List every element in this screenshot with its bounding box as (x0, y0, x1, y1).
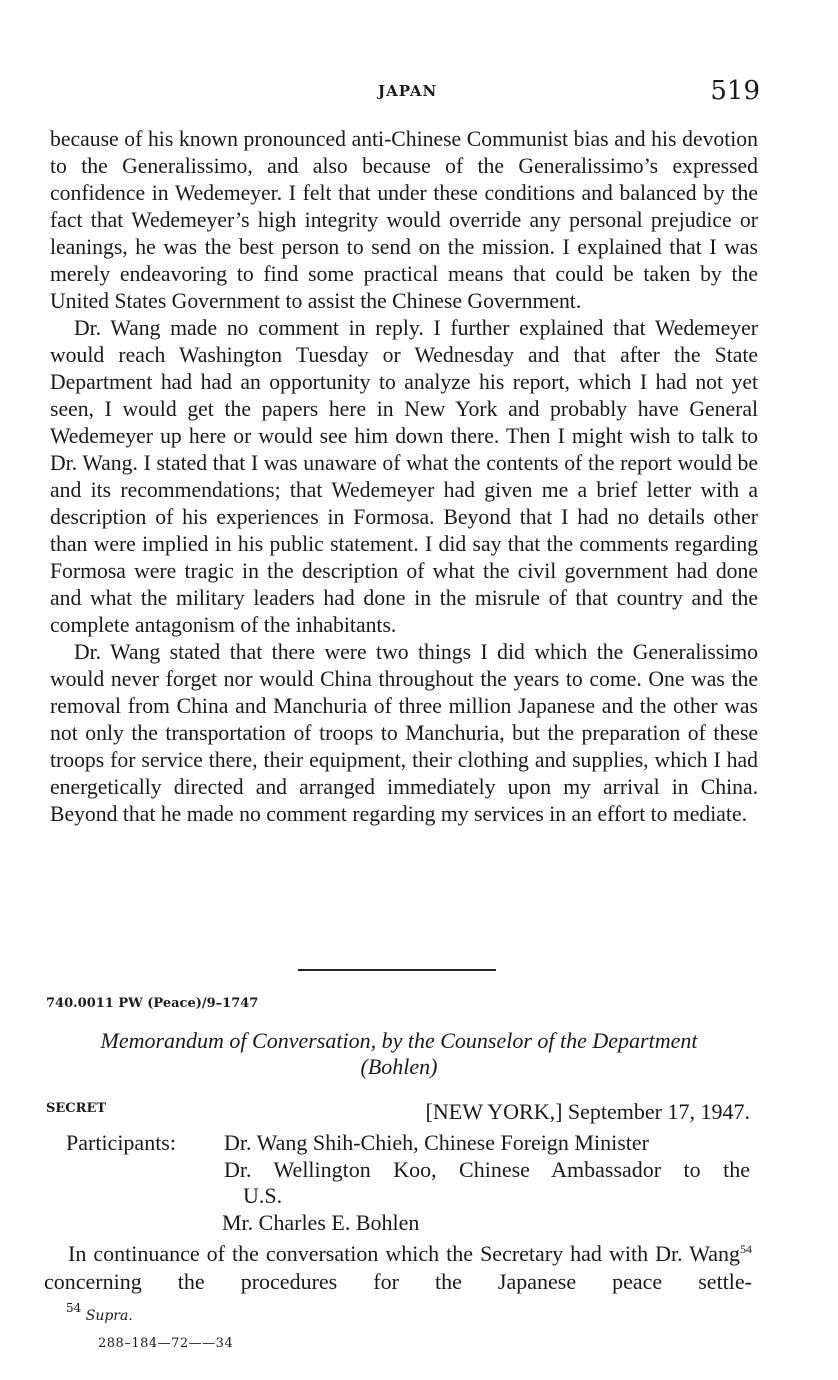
paragraph-wang-no-comment: Dr. Wang made no comment in reply. I further explained that Wedemeyer would reach Washington Tuesday or Wednesday and that after the State Department had had an opportunity to analyze his report, which I had not yet seen, I would get the papers here in New York and probably have General Wedemeyer up here or would see him down there. Then I might wish to talk to Dr. Wang. I stated that I was unaware of what the contents of the report would be and its recommendations; that Wedemeyer had given me a brief letter with a description of his experiences in Formosa. Beyond that I had no details other than were implied in his public statement. I did say that the comments regarding Formosa were tragic in the description of what the civil government had done and what the military leaders had done in the misrule of that country and the complete antagonism of the inhabitants. (50, 316, 758, 637)
body-text (50, 126, 758, 828)
section-divider (298, 969, 496, 971)
memo-title-line-1: Memorandum of Conversation, by the Counselor of the Department (100, 1028, 698, 1053)
footnote-reference: 54 (740, 1242, 752, 1256)
participant-koo: Dr. Wellington Koo, Chinese Ambassador to the (224, 1157, 750, 1182)
participant-wang: Dr. Wang Shih-Chieh, Chinese Foreign Minister (224, 1130, 649, 1155)
participant-koo-continued: U.S. (243, 1183, 283, 1208)
paragraph-two-things: Dr. Wang stated that there were two things I did which the Generalissimo would never forget nor would China throughout the years to come. One was the removal from China and Manchuria of three million Japanese and the other was not only the transportation of troops to Manchuria, but the preparation of these troops for service there, their equipment, their clothing and supplies, which I had energetically directed and arranged immediately upon my arrival in China. Beyond that he made no comment regarding my services in an effort to mediate. (50, 640, 758, 826)
classification-label: SECRET (46, 1101, 107, 1116)
paragraph-continuation: because of his known pronounced anti-Chinese Communist bias and his devotion to the Generalissimo, and also because of the Generalissimo’s expressed confidence in Wedemeyer. I felt that under these conditions and balanced by the fact that Wedemeyer’s high integrity would override any personal prejudice or leanings, he was the best person to send on the mission. I explained that I was merely endeavoring to find some practical means that could be taken by the United States Government to assist the Chinese Government. (50, 127, 758, 313)
participant-bohlen: Mr. Charles E. Bohlen (222, 1210, 420, 1235)
print-code: 288–184—72——34 (98, 1336, 234, 1351)
footnote (66, 1301, 133, 1324)
paragraph-continuance (44, 1240, 752, 1296)
place-date: [NEW YORK,] September 17, 1947. (425, 1099, 750, 1124)
footnote-text: Supra. (85, 1308, 133, 1324)
memo-title (46, 1028, 752, 1080)
memo-title-line-2: (Bohlen) (360, 1054, 438, 1079)
file-number: 740.0011 PW (Peace)/9–1747 (46, 996, 259, 1011)
continuance-text-1: In continuance of the conversation which the Secretary had with Dr. Wang (68, 1241, 740, 1266)
participants-label: Participants: (66, 1130, 176, 1155)
continuance-text-2: concerning the procedures for the Japanese peace settle- (44, 1269, 752, 1294)
footnote-marker: 54 (66, 1301, 82, 1315)
running-head (0, 76, 838, 112)
running-title: JAPAN (378, 82, 438, 100)
page-number: 519 (710, 76, 760, 106)
